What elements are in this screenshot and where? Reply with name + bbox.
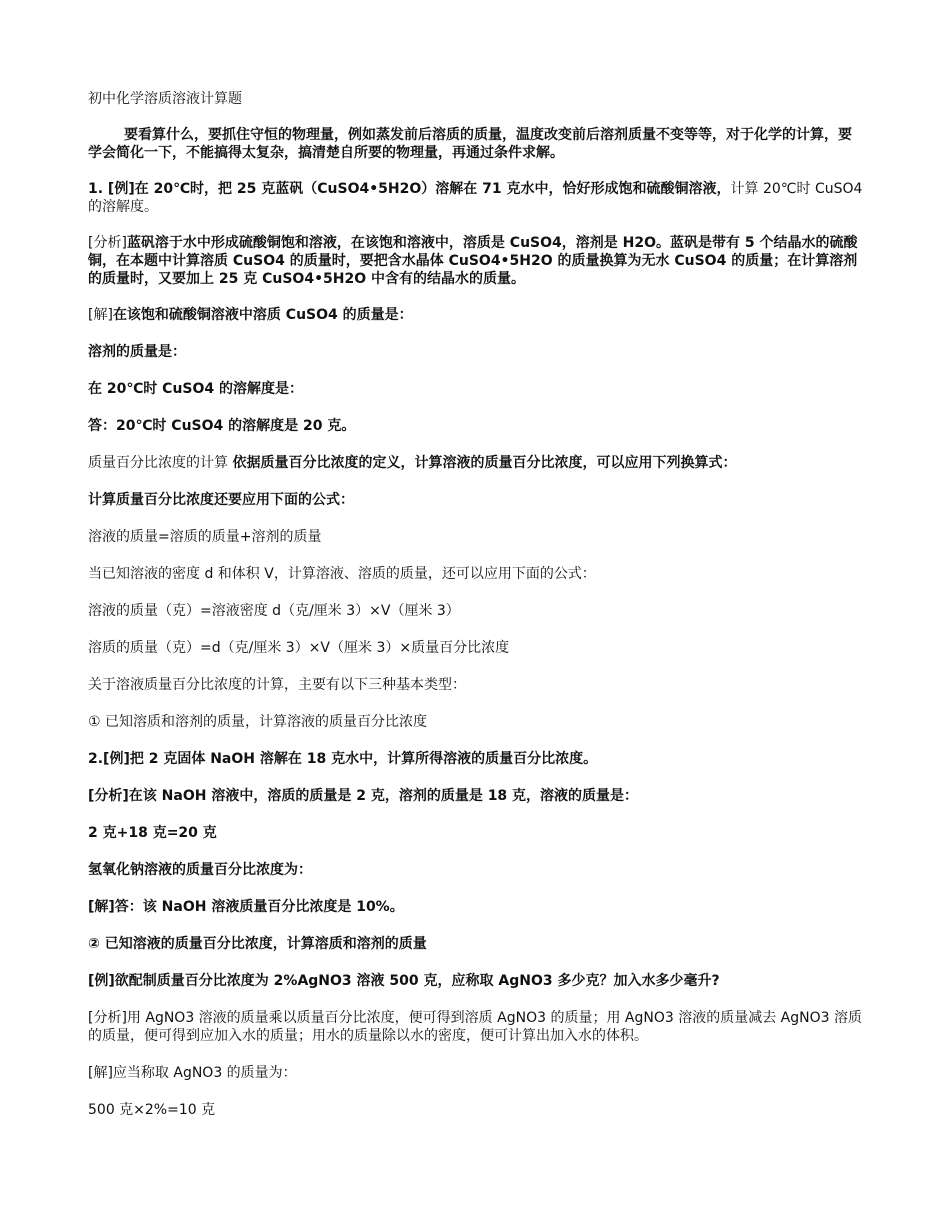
example2-conc-line: 氢氧化钠溶液的质量百分比浓度为： bbox=[88, 862, 312, 878]
example1-answer: 答：20℃时 CuSO4 的溶解度是 20 克。 bbox=[88, 418, 356, 434]
example2-analysis: [分析]在该 NaOH 溶液中，溶质的质量是 2 克，溶剂的质量是 18 克，溶液的质量是： bbox=[88, 788, 639, 804]
example1-solution bbox=[88, 306, 864, 324]
example3-analysis: [分析]用 AgNO3 溶液的质量乘以质量百分比浓度，便可得到溶质 AgNO3 的质量；用 AgNO3 溶液的质量减去 AgNO3 溶质的质量，便可得到应加入水的质量；用水的质量除以水的密度，便可计算出加入水的体积。 bbox=[88, 1010, 862, 1044]
formula-solute-mass: 溶质的质量（克）=d（克/厘米 3）×V（厘米 3）×质量百分比浓度 bbox=[88, 640, 510, 656]
percent-lead-normal: 质量百分比浓度的计算 bbox=[88, 455, 233, 471]
example2-answer: [解]答：该 NaOH 溶液质量百分比浓度是 10%。 bbox=[88, 899, 404, 915]
analysis-label: [分析] bbox=[88, 235, 127, 251]
type2-heading: ② 已知溶液的质量百分比浓度，计算溶质和溶剂的质量 bbox=[88, 936, 427, 952]
example1-question-tail: 计算 20℃时 CuSO4 的溶解度。 bbox=[88, 181, 863, 215]
example1-question bbox=[88, 180, 864, 216]
solution-label: [解] bbox=[88, 307, 113, 323]
formula-solution-mass: 溶液的质量=溶质的质量+溶剂的质量 bbox=[88, 529, 322, 545]
intro-paragraph: 要看算什么，要抓住守恒的物理量，例如蒸发前后溶质的质量，温度改变前后溶剂质量不变等等，对于化学的计算，要学会简化一下，不能搞得太复杂，搞清楚自所要的物理量，再通过条件求解。 bbox=[88, 127, 852, 161]
example2-calc: 2 克+18 克=20 克 bbox=[88, 825, 217, 841]
type1-heading: ① 已知溶质和溶剂的质量，计算溶液的质量百分比浓度 bbox=[88, 714, 427, 730]
document-title: 初中化学溶质溶液计算题 bbox=[88, 91, 242, 107]
percent-lead-bold: 依据质量百分比浓度的定义，计算溶液的质量百分比浓度，可以应用下列换算式： bbox=[232, 455, 737, 471]
example2-question: 2.[例]把 2 克固体 NaOH 溶解在 18 克水中，计算所得溶液的质量百分比浓度。 bbox=[88, 751, 598, 767]
example1-solution-text: 在该饱和硫酸铜溶液中溶质 CuSO4 的质量是： bbox=[112, 307, 413, 323]
formula-density-mass: 溶液的质量（克）=溶液密度 d（克/厘米 3）×V（厘米 3） bbox=[88, 603, 460, 619]
types-intro: 关于溶液质量百分比浓度的计算，主要有以下三种基本类型： bbox=[88, 677, 466, 693]
example1-analysis-text: 蓝矾溶于水中形成硫酸铜饱和溶液，在该饱和溶液中，溶质是 CuSO4，溶剂是 H2O。蓝矾是带有 5 个结晶水的硫酸铜，在本题中计算溶质 CuSO4 的质量时，要把含水晶体 CuSO4•5H2O 的质量换算为无水 CuSO4 的质量；在计算溶剂的质量时，又要加上 25 克 CuSO4•5H2O 中含有的结晶水的质量。 bbox=[88, 235, 858, 287]
solubility-line: 在 20℃时 CuSO4 的溶解度是： bbox=[88, 381, 304, 397]
density-intro: 当已知溶液的密度 d 和体积 V，计算溶液、溶质的质量，还可以应用下面的公式： bbox=[88, 566, 596, 582]
example1-analysis bbox=[88, 234, 864, 288]
formula-intro: 计算质量百分比浓度还要应用下面的公式： bbox=[88, 492, 354, 508]
example3-calc: 500 克×2%=10 克 bbox=[88, 1102, 216, 1118]
example3-question: [例]欲配制质量百分比浓度为 2%AgNO3 溶液 500 克，应称取 AgNO3 多少克？加入水多少毫升? bbox=[88, 973, 720, 989]
document-page bbox=[88, 88, 864, 1119]
example1-question-bold: 1. [例]在 20℃时，把 25 克蓝矾（CuSO4•5H2O）溶解在 71 克水中，恰好形成饱和硫酸铜溶液， bbox=[88, 181, 731, 197]
percent-lead bbox=[88, 454, 864, 472]
solvent-mass-line: 溶剂的质量是： bbox=[88, 344, 186, 360]
example3-solution: [解]应当称取 AgNO3 的质量为： bbox=[88, 1065, 297, 1081]
